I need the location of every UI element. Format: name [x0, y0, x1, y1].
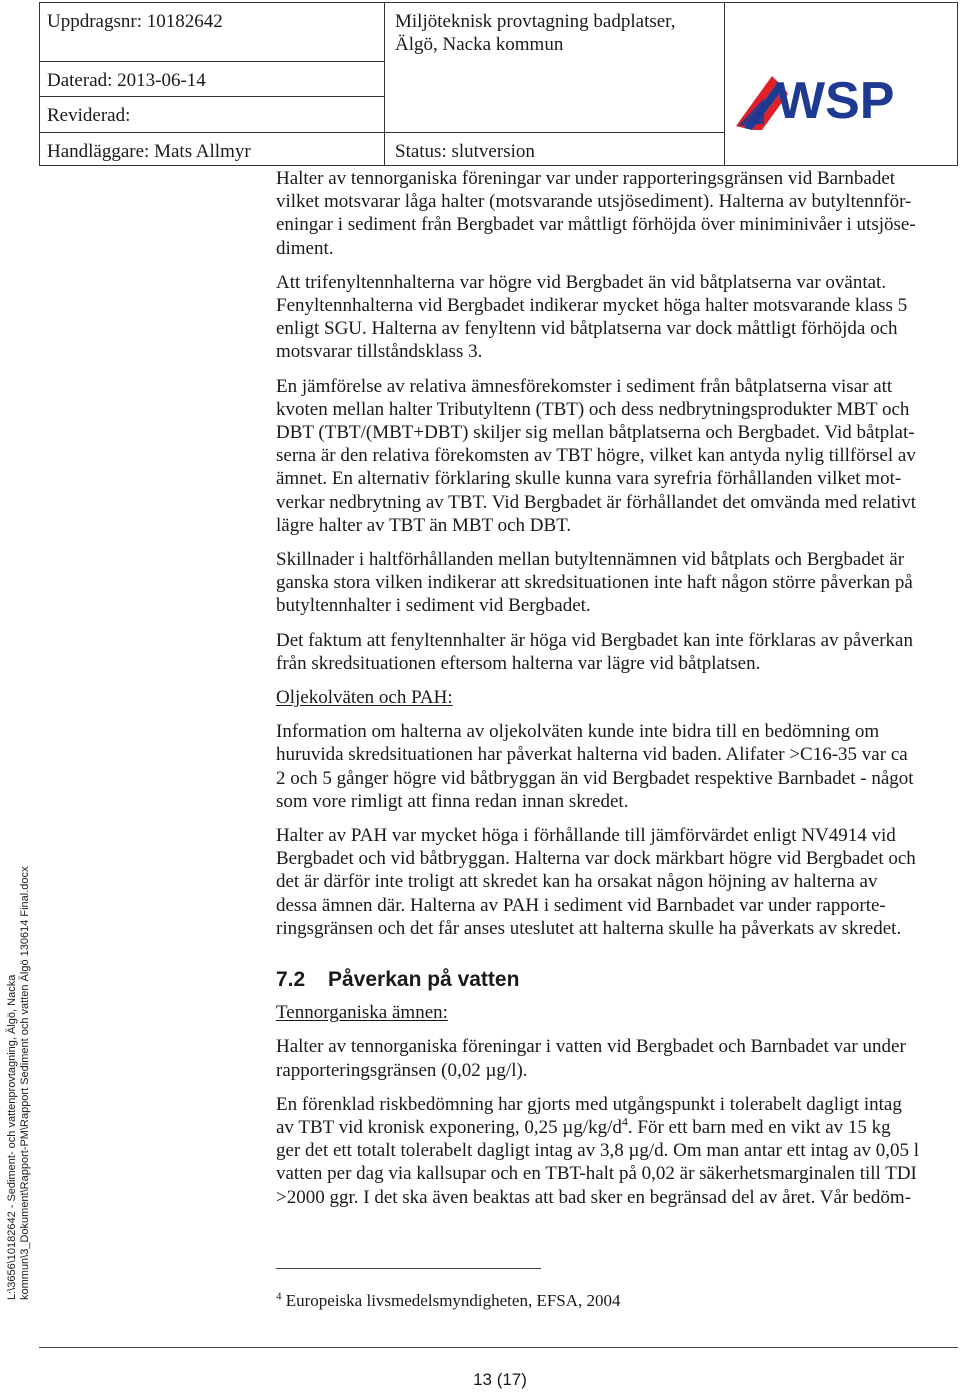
paragraph-oil-hydrocarbons: Information om halterna av oljekolväten kunde inte bidra till en bedömning om huruvida skredsituationen har påverkat halterna vid baden. Alifater >C16-35 var ca 2 och 5 gånger högre vid båtbryggan än vid Bergbadet respektive Barnbadet - något som vore rimligt att finna redan innan skredet.: [276, 721, 914, 812]
status-field: Status: slutversion: [395, 141, 535, 162]
side-file-path-line-1: L:\3656\10182642 - Sediment- och vattenprovtagning, Älgö, Nacka: [6, 974, 18, 1300]
paragraph-pah: Halter av PAH var mycket höga i förhållande till jämförvärdet enligt NV4914 vid Bergbadet och vid båtbryggan. Halterna var dock märkbart högre vid Bergbadet och det är därför inte troligt att skredet kan ha orsakat någon höjning av halterna av dessa ämnen där. Halterna av PAH i sediment vid Barnbadet var under rapporte- ringsgränsen och det får anses uteslutet att halterna skulle ha påverkats av skredet.: [276, 825, 916, 939]
risk-text-part-1: En förenklad riskbedömning har gjorts med utgångspunkt i tolerabelt dagligt intag av TBT vid kronisk exponering, 0,25 µg/kg/d: [276, 1093, 902, 1138]
paragraph-triphenyltin: Att trifenyltennhalterna var högre vid Bergbadet än vid båtplatserna var oväntat. Fenyltennhalterna vid Bergbadet indikerar mycket höga halter motsvarande klass 5 enligt SGU. Halterna av fenyltenn vid båtplatserna var dock måttligt förhöjda och motsvarar tillståndsklass 3.: [276, 271, 908, 363]
section-title: Påverkan på vatten: [328, 968, 520, 992]
subheading-organotin: Tennorganiska ämnen:: [276, 1002, 448, 1024]
footnote-reference: 4: [621, 1114, 628, 1129]
paragraph-phenyltin-fact: Det faktum att fenyltennhalter är höga vid Bergbadet kan inte förklaras av påverkan från skredsituationen eftersom halterna var lägre vid båtplatsen.: [276, 629, 913, 674]
section-number: 7.2: [276, 968, 306, 992]
footnote-number: 4: [276, 1290, 282, 1303]
side-file-path-line-2: kommun\3_Dokument\Rapport-PM\Rapport Sediment och vatten Älgö 130614 Final.docx: [19, 866, 31, 1300]
section-heading: [276, 967, 960, 993]
paragraph-butyltin-differences: Skillnader i haltförhållanden mellan butyltennämnen vid båtplats och Bergbadet är ganska stora vilken indikerar att skredsituationen inte haft någon större påverkan på butyltennhalter i sediment vid Bergbadet.: [276, 549, 913, 617]
subheading-oil-pah: Oljekolväten och PAH:: [276, 687, 453, 709]
wsp-logo: [734, 64, 924, 134]
paragraph-water-organotin: Halter av tennorganiska föreningar i vatten vid Bergbadet och Barnbadet var under rapporteringsgränsen (0,02 µg/l).: [276, 1036, 906, 1081]
paragraph-tbt-comparison: En jämförelse av relativa ämnesförekomster i sediment från båtplatserna visar att kvoten mellan halter Tributyltenn (TBT) och dess nedbrytningsprodukter MBT och DBT (TBT/(MBT+DBT) skiljer sig mellan båtplatserna och Bergbadet. Vid båtplat- serna är den relativa förekomsten av TBT högre, vilket kan antyda nylig tillförsel av ämnet. En alternativ förklaring skulle kunna vara syrefria förhållanden vilket mot- verkar nedbrytning av TBT. Vid Bergbadet är förhållandet det omvända med relativt lägre halter av TBT än MBT och DBT.: [276, 375, 917, 536]
assignment-number: Uppdragsnr: 10182642: [47, 11, 223, 32]
project-title-line-2: Älgö, Nacka kommun: [395, 34, 564, 55]
footnote-text: Europeiska livsmedelsmyndigheten, EFSA, 2004: [281, 1291, 621, 1310]
handler-field: Handläggare: Mats Allmyr: [47, 141, 251, 162]
wsp-logo-text: WSP: [776, 72, 895, 130]
wsp-logo-icon: [734, 64, 924, 134]
document-body: [276, 167, 960, 1220]
risk-text-part-2: . För ett barn med en vikt av 15 kg ger det ett totalt tolerabelt dagligt intag av 3,8 µg/d. Om man antar ett intag av 0,05 l vatten per dag via kallsupar och en TBT-halt på 0,02 är säkerhetsmarginalen till TDI >2000 ggr. I det ska även beaktas att bad sker en begränsad del av året. Vår bedöm-: [276, 1116, 920, 1208]
paragraph-risk-assessment: [276, 1093, 960, 1209]
revised-field: Reviderad:: [47, 105, 131, 126]
footer-rule: [39, 1347, 958, 1348]
header-border-bottom: [39, 165, 958, 166]
page-number: 13 (17): [473, 1370, 527, 1389]
side-file-path: [6, 840, 42, 1300]
project-title-line-1: Miljöteknisk provtagning badplatser,: [395, 11, 676, 32]
footnote-separator: [276, 1268, 541, 1269]
paragraph-tin-barnbadet: Halter av tennorganiska föreningar var under rapporteringsgränsen vid Barnbadet vilket motsvarar låga halter (motsvarande utsjösediment). Halterna av butyltennför- eningar i sediment från Bergbadet var måttligt förhöjda över miniminivåer i utsjöse- diment.: [276, 168, 916, 259]
header-divider-1: [384, 2, 385, 166]
date-field: Daterad: 2013-06-14: [47, 70, 206, 91]
document-header: [39, 2, 958, 166]
footnote: [276, 1290, 621, 1312]
header-border-right: [957, 2, 958, 166]
project-title: [387, 2, 676, 56]
header-divider-2: [724, 2, 725, 166]
